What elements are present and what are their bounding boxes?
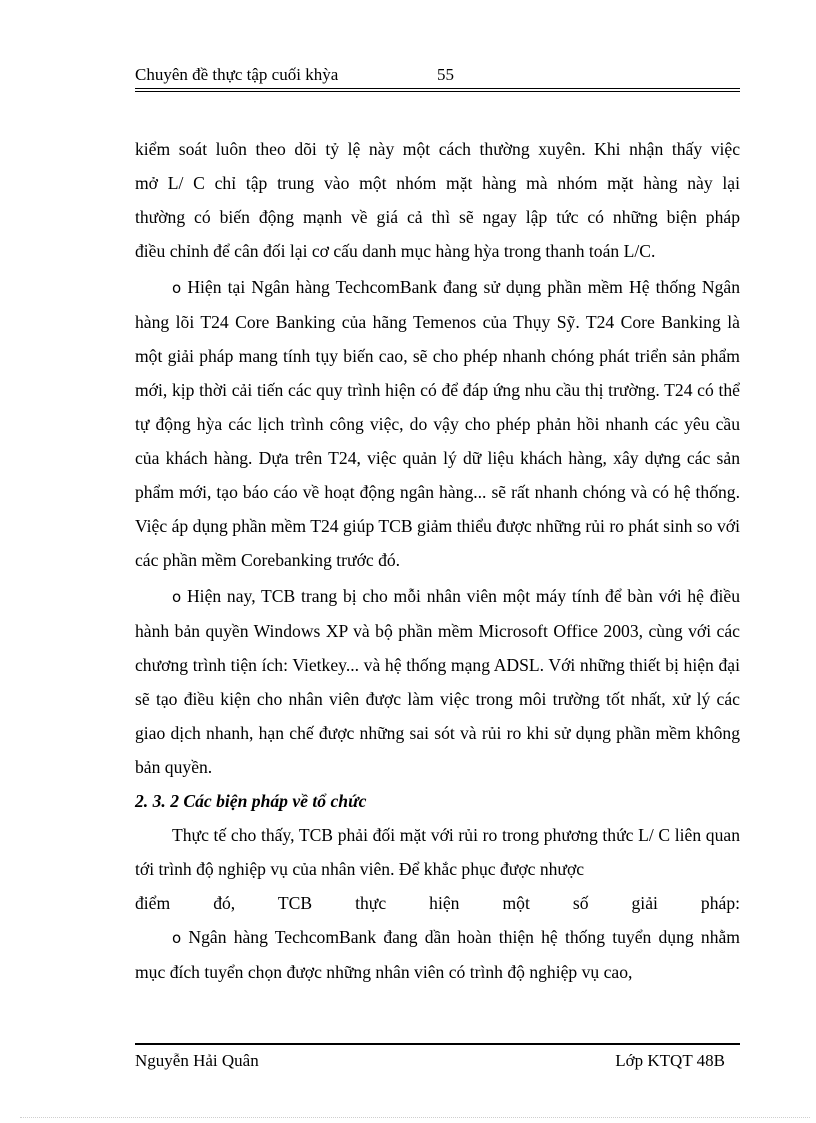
bullet-paragraph xyxy=(135,920,740,989)
footer-class: Lớp KTQT 48B xyxy=(615,1051,725,1070)
bullet-circle-icon: o xyxy=(172,929,182,947)
paragraph-line: điều chỉnh để cân đối lại cơ cấu danh mục hàng hỳa trong thanh toán L/C. xyxy=(135,241,656,261)
footer-author: Nguyễn Hải Quân xyxy=(135,1051,259,1070)
paragraph-line: kiểm soát luôn theo dõi tỷ lệ này một cách thường xuyên. Khi nhận thấy việc xyxy=(135,139,740,159)
footer-rule xyxy=(135,1043,740,1045)
page-number: 55 xyxy=(437,65,454,84)
bullet-circle-icon: o xyxy=(172,588,182,606)
paragraph-line: điểm đó, TCB thực hiện một số giải pháp: xyxy=(135,893,740,913)
header-rule xyxy=(135,88,740,89)
paragraph-text: Hiện nay, TCB trang bị cho mỗi nhân viên một máy tính để bàn với hệ điều hành bản quyền Windows XP và bộ phần mềm Microsoft Office 2003, cùng với các chương trình tiện ích: Vietkey... và hệ thống mạng ADSL. Với những thiết bị hiện đại sẽ tạo điều kiện cho nhân viên được làm việc trong môi trường tốt nhất, xử lý các giao dịch nhanh, hạn chế được những sai sót và rủi ro khi sử dụng phần mềm không bản quyền. xyxy=(135,586,741,777)
paragraph: Thực tế cho thấy, TCB phải đối mặt với rủi ro trong phương thức L/ C liên quan tới trình độ nghiệp vụ của nhân viên. Để khắc phục được nhược xyxy=(135,825,740,879)
body-text xyxy=(135,132,740,989)
bullet-paragraph xyxy=(135,270,740,577)
paragraph-text: Ngân hàng TechcomBank đang dần hoàn thiện hệ thống tuyển dụng nhằm mục đích tuyển chọn được những nhân viên có trình độ nghiệp vụ cao, xyxy=(135,927,740,982)
paragraph-line: mở L/ C chỉ tập trung vào một nhóm mặt hàng mà nhóm mặt hàng này lại xyxy=(135,173,740,193)
header-rule-double xyxy=(135,91,740,92)
section-heading: 2. 3. 2 Các biện pháp về tổ chức xyxy=(135,791,367,811)
paragraph-line: thường có biến động mạnh về giá cả thì sẽ ngay lập tức có những biện pháp xyxy=(135,207,740,227)
bullet-paragraph xyxy=(135,579,740,784)
paragraph-text: Hiện tại Ngân hàng TechcomBank đang sử dụng phần mềm Hệ thống Ngân hàng lõi T24 Core Banking của hãng Temenos của Thụy Sỹ. T24 Core Banking là một giải pháp mang tính tụy biến cao, sẽ cho phép nhanh chóng phát triển sản phẩm mới, kịp thời cải tiến các quy trình hiện có để đáp ứng nhu cầu thị trường. T24 có thể tự động hỳa các lịch trình công việc, do vậy cho phép phản hồi nhanh các yêu cầu của khách hàng. Dựa trên T24, việc quản lý dữ liệu khách hàng, xây dựng các sản phẩm mới, tạo báo cáo về hoạt động ngân hàng... sẽ rất nhanh chóng và có hệ thống. Việc áp dụng phần mềm T24 giúp TCB giảm thiểu được những rủi ro phát sinh so với các phần mềm Corebanking trước đó. xyxy=(135,277,740,570)
bullet-circle-icon: o xyxy=(172,279,182,297)
header-title: Chuyên đề thực tập cuối khỳa xyxy=(135,65,339,84)
page-bottom-border xyxy=(20,1117,810,1118)
